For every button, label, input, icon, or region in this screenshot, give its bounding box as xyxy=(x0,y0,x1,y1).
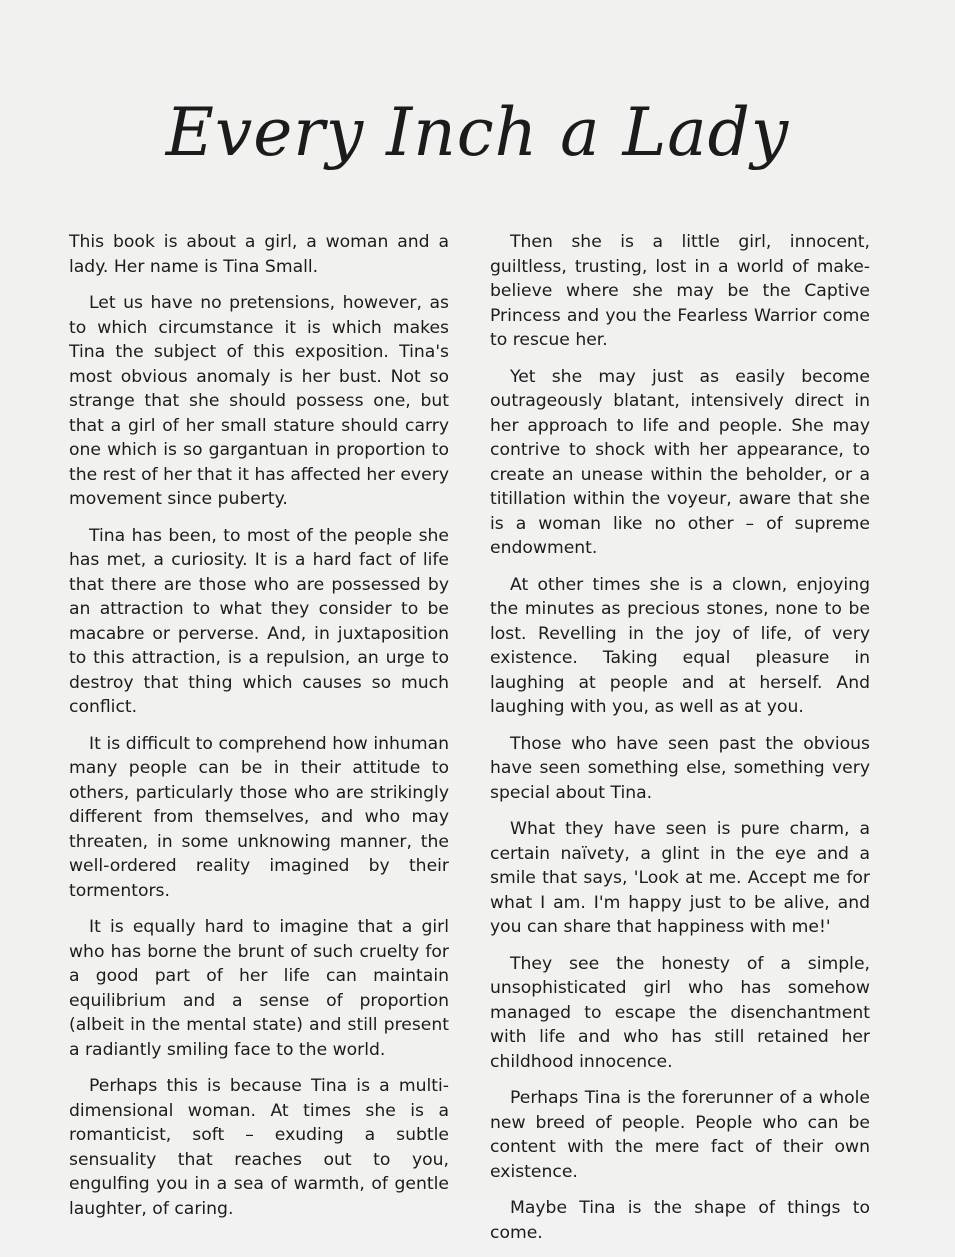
left-text-column xyxy=(69,230,449,1233)
paragraph: It is equally hard to imagine that a girl who has borne the brunt of such cruelty for a good part of her life can maintain equilibrium and a sense of proportion (albeit in the mental state) and still present a radiantly smiling face to the world. xyxy=(69,917,449,1060)
paragraph: Tina has been, to most of the people she has met, a curiosity. It is a hard fact of life that there are those who are possessed by an attraction to what they consider to be macabre or perverse. And, in juxtaposition to this attraction, is a repulsion, an urge to destroy that thing which causes so much conflict. xyxy=(69,525,449,717)
paragraph: Yet she may just as easily become outrageously blatant, intensively direct in her approach to life and people. She may contrive to shock with her appearance, to create an unease within the beholder, or a titillation within the voyeur, aware that she is a woman like no other – of supreme endowment. xyxy=(490,366,870,558)
paragraph: Maybe Tina is the shape of things to come. xyxy=(490,1198,870,1243)
page-title: Every Inch a Lady xyxy=(165,94,790,171)
paragraph: Perhaps this is because Tina is a multi-dimensional woman. At times she is a romanticist, soft – exuding a subtle sensuality that reaches out to you, engulfing you in a sea of warmth, of gentle laughter, of caring. xyxy=(69,1076,449,1219)
paragraph: Those who have seen past the obvious have seen something else, something very special about Tina. xyxy=(490,733,870,803)
paragraph: Then she is a little girl, innocent, guiltless, trusting, lost in a world of make-believe where she may be the Captive Princess and you the Fearless Warrior come to rescue her. xyxy=(490,232,870,350)
paragraph: What they have seen is pure charm, a certain naïvety, a glint in the eye and a smile that says, 'Look at me. Accept me for what I am. I'm happy just to be alive, and you can share that happiness with me!' xyxy=(490,819,870,937)
right-text-column xyxy=(490,230,870,1257)
paragraph: At other times she is a clown, enjoying the minutes as precious stones, none to be lost. Revelling in the joy of life, of very existence. Taking equal pleasure in laughing at people and at herself. And laughing with you, as well as at you. xyxy=(490,574,870,717)
paragraph: This book is about a girl, a woman and a lady. Her name is Tina Small. xyxy=(69,232,449,277)
paragraph: Perhaps Tina is the forerunner of a whole new breed of people. People who can be content with the mere fact of their own existence. xyxy=(490,1088,870,1182)
paragraph: They see the honesty of a simple, unsophisticated girl who has somehow managed to escape the disenchantment with life and who has still retained her childhood innocence. xyxy=(490,953,870,1072)
paragraph: It is difficult to comprehend how inhuman many people can be in their attitude to others, particularly those who are strikingly different from themselves, and who may threaten, in some unknowing manner, the well-ordered reality imagined by their tormentors. xyxy=(69,733,449,901)
paragraph: Let us have no pretensions, however, as to which circumstance it is which makes Tina the subject of this exposition. Tina's most obvious anomaly is her bust. Not so strange that she should possess one, but that a girl of her small stature should carry one which is so gargantuan in proportion to the rest of her that it has affected her every movement since puberty. xyxy=(69,293,449,509)
